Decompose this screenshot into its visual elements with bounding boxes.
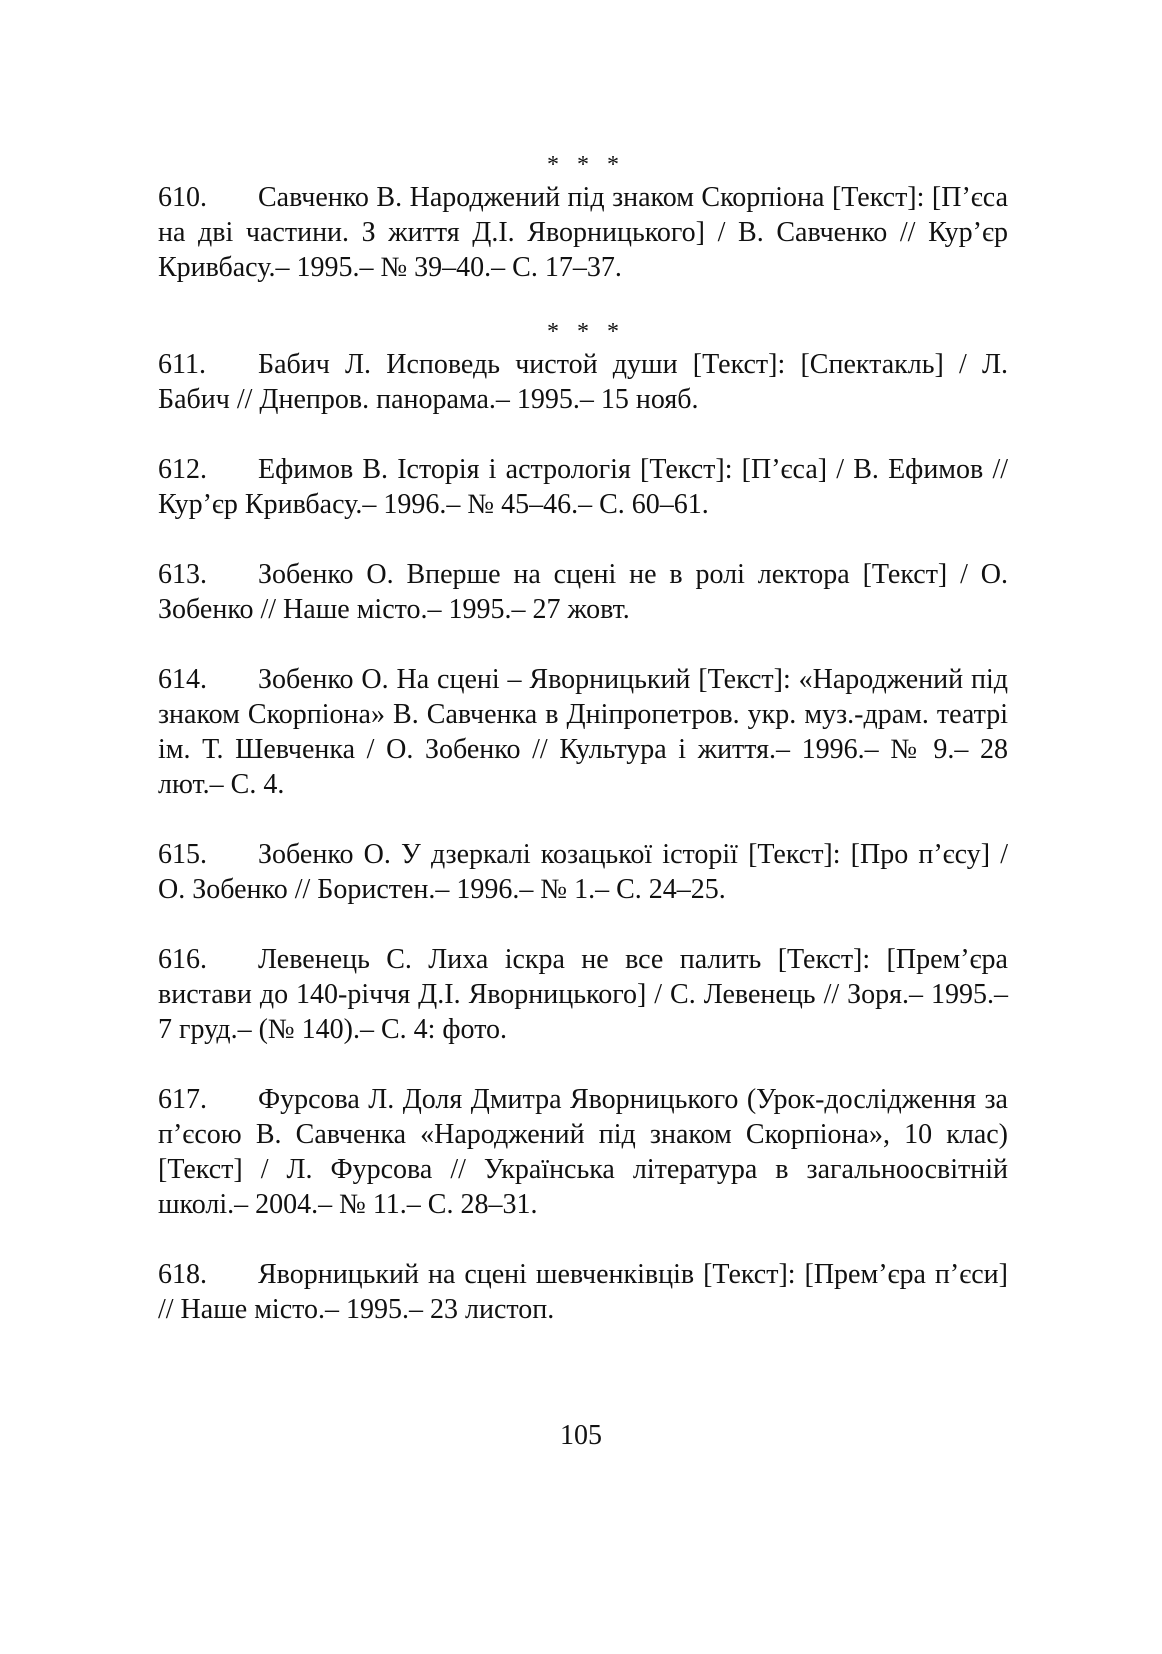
entry-number: 617. <box>158 1084 207 1115</box>
entry-text: Зобенко О. На сцені – Яворницький [Текст]: «Народжений під знаком Скорпіона» В. Савченка в Дніпропетров. укр. муз.-драм. театрі ім. Т. Шевченка / О. Зобенко // Культура і життя.– 1996.– № 9.– 28 лют.– С. 4. <box>158 664 1008 800</box>
entry-text: Ефимов В. Історія і астрологія [Текст]: [П’єса] / В. Ефимов // Кур’єр Кривбасу.– 1996.– № 45–46.– С. 60–61. <box>158 454 1008 520</box>
bibliography-entry-616 <box>158 942 1008 1047</box>
bibliography-entry-618 <box>158 1257 1008 1327</box>
document-page <box>158 150 1008 1327</box>
section-separator: * * * <box>547 319 625 345</box>
entry-number: 618. <box>158 1259 207 1290</box>
entry-text: Яворницький на сцені шевченківців [Текст]: [Прем’єра п’єси] // Наше місто.– 1995.– 23 листоп. <box>158 1259 1008 1325</box>
bibliography-entry-612 <box>158 452 1008 522</box>
entry-text: Зобенко О. Вперше на сцені не в ролі лектора [Текст] / О. Зобенко // Наше місто.– 1995.– 27 жовт. <box>158 559 1008 625</box>
entry-text: Савченко В. Народжений під знаком Скорпіона [Текст]: [П’єса на дві частини. З життя Д.І. Яворницького] / В. Савченко // Кур’єр Кривбасу.– 1995.– № 39–40.– С. 17–37. <box>158 182 1008 283</box>
page-number: 105 <box>560 1420 602 1451</box>
entry-number: 615. <box>158 839 207 870</box>
entry-number: 613. <box>158 559 207 590</box>
entry-text: Бабич Л. Исповедь чистой души [Текст]: [Спектакль] / Л. Бабич // Днепров. панорама.– 1995.– 15 нояб. <box>158 349 1008 415</box>
entry-number: 614. <box>158 664 207 695</box>
entry-text: Левенець С. Лиха іскра не все палить [Текст]: [Прем’єра вистави до 140-річчя Д.І. Яворницького] / С. Левенець // Зоря.– 1995.– 7 груд.– (№ 140).– С. 4: фото. <box>158 944 1008 1045</box>
bibliography-entry-615 <box>158 837 1008 907</box>
entry-text: Фурсова Л. Доля Дмитра Яворницького (Урок-дослідження за п’єсою В. Савченка «Народжений під знаком Скорпіона», 10 клас) [Текст] / Л. Фурсова // Українська література в загальноосвітній школі.– 2004.– № 11.– С. 28–31. <box>158 1084 1008 1220</box>
bibliography-entry-617 <box>158 1082 1008 1222</box>
entry-number: 611. <box>158 349 206 380</box>
bibliography-entry-614 <box>158 662 1008 802</box>
section-separator: * * * <box>547 152 625 178</box>
bibliography-entry-611 <box>158 347 1008 417</box>
bibliography-entry-613 <box>158 557 1008 627</box>
bibliography-entry-610 <box>158 180 1008 285</box>
entry-number: 610. <box>158 182 207 213</box>
entry-number: 612. <box>158 454 207 485</box>
entry-number: 616. <box>158 944 207 975</box>
entry-text: Зобенко О. У дзеркалі козацької історії [Текст]: [Про п’єсу] / О. Зобенко // Бористен.– 1996.– № 1.– С. 24–25. <box>158 839 1008 905</box>
